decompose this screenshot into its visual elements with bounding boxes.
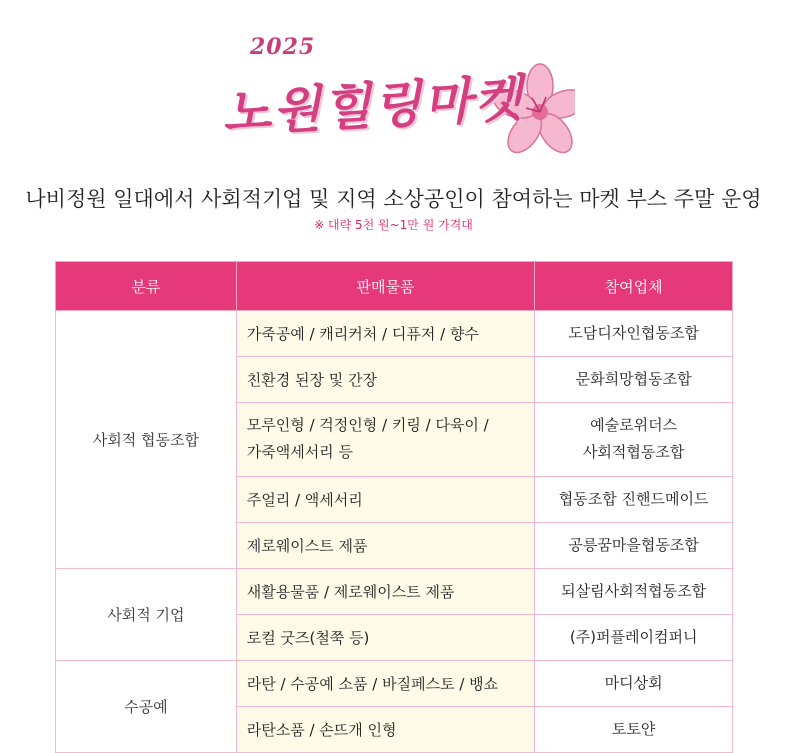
table-row <box>56 661 733 707</box>
vendor-line: 사회적협동조합 <box>582 443 685 462</box>
header-vendor: 참여업체 <box>535 262 733 311</box>
item-cell: 주얼리 / 액세서리 <box>236 476 535 522</box>
vendor-line: 예술로위더스 <box>590 416 678 435</box>
vendor-cell: 문화희망협동조합 <box>535 357 733 403</box>
header-item: 판매물품 <box>236 262 535 311</box>
page-subtitle: 나비정원 일대에서 사회적기업 및 지역 소상공인이 참여하는 마켓 부스 주말 운영 <box>25 187 762 211</box>
vendor-cell <box>535 403 733 476</box>
price-note: ※ 대략 5천 원~1만 원 가격대 <box>314 218 473 232</box>
vendor-cell: 도담디자인협동조합 <box>535 311 733 357</box>
category-cell: 사회적 협동조합 <box>56 311 237 569</box>
vendor-cell: (주)퍼플레이컴퍼니 <box>535 615 733 661</box>
category-cell: 사회적 기업 <box>56 569 237 661</box>
item-line: 가죽액세서리 등 <box>246 443 353 462</box>
table-row <box>56 311 733 357</box>
event-year: 2025 <box>250 34 316 60</box>
item-cell: 가죽공예 / 캐리커처 / 디퓨저 / 향수 <box>236 311 535 357</box>
table-row <box>56 569 733 615</box>
vendor-cell: 마디상회 <box>535 661 733 707</box>
item-cell <box>236 403 535 476</box>
vendor-cell: 공릉꿈마을협동조합 <box>535 522 733 568</box>
item-cell: 라탄 / 수공예 소품 / 바질페스토 / 뱅쇼 <box>236 661 535 707</box>
category-cell: 수공예 <box>56 661 237 753</box>
header-category: 분류 <box>56 262 237 311</box>
item-cell: 제로웨이스트 제품 <box>236 522 535 568</box>
market-table <box>55 261 733 753</box>
item-cell: 로컬 굿즈(철쭉 등) <box>236 615 535 661</box>
item-cell: 라탄소품 / 손뜨개 인형 <box>236 707 535 753</box>
item-cell: 친환경 된장 및 간장 <box>236 357 535 403</box>
vendor-cell: 토토얀 <box>535 707 733 753</box>
event-title: 노원힐링마켓 <box>220 68 526 143</box>
vendor-cell: 되살림사회적협동조합 <box>535 569 733 615</box>
item-line: 모루인형 / 걱정인형 / 키링 / 다육이 / <box>246 416 489 435</box>
event-logo <box>0 0 787 170</box>
vendor-cell: 협동조합 진핸드메이드 <box>535 476 733 522</box>
item-cell: 새활용물품 / 제로웨이스트 제품 <box>236 569 535 615</box>
table-header-row <box>56 262 733 311</box>
